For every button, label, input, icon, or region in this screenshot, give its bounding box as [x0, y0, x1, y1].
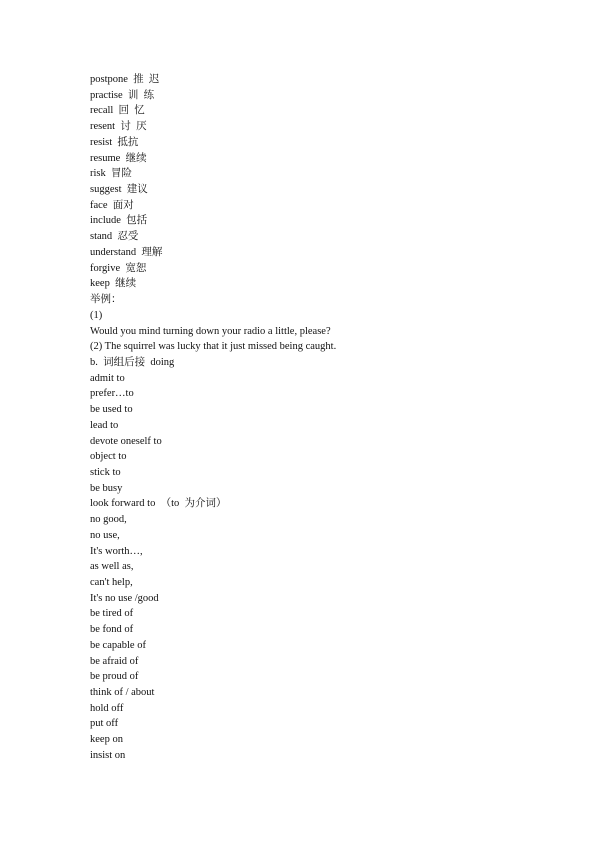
- text-line: recall 回 忆: [90, 105, 145, 117]
- text-line: stand 忍受: [90, 231, 139, 243]
- text-line: hold off: [90, 702, 124, 714]
- text-line: include 包括: [90, 215, 148, 227]
- text-line: devote oneself to: [90, 435, 162, 447]
- text-line: be fond of: [90, 624, 134, 636]
- text-line: 举例：: [90, 294, 122, 306]
- text-line: put off: [90, 718, 119, 730]
- text-line: It's worth…,: [90, 545, 143, 557]
- text-line: keep on: [90, 734, 123, 746]
- text-line: prefer…to: [90, 388, 134, 400]
- text-line: be busy: [90, 482, 123, 494]
- text-line: admit to: [90, 372, 125, 384]
- text-line: keep 继续: [90, 278, 137, 290]
- text-line: stick to: [90, 466, 121, 478]
- text-line: as well as,: [90, 561, 134, 573]
- text-line: face 面对: [90, 199, 134, 211]
- text-line: no good,: [90, 514, 127, 526]
- text-line: It's no use /good: [90, 592, 159, 604]
- text-line: lead to: [90, 419, 119, 431]
- text-line: suggest 建议: [90, 184, 148, 196]
- text-line: look forward to （to 为介词）: [90, 498, 227, 510]
- text-line: resent 讨 厌: [90, 121, 147, 133]
- text-line: postpone 推 迟: [90, 74, 160, 85]
- text-line: resist 抵抗: [90, 136, 139, 148]
- text-line: forgive 宽恕: [90, 262, 147, 274]
- text-line: be tired of: [90, 608, 134, 620]
- document-body: [90, 72, 570, 764]
- text-line: (1): [90, 309, 103, 321]
- text-line: be proud of: [90, 671, 139, 683]
- text-line: think of / about: [90, 687, 155, 699]
- text-line: risk 冒险: [90, 168, 132, 180]
- text-line: (2) The squirrel was lucky that it just missed being caught.: [90, 341, 337, 353]
- text-line: resume 继续: [90, 152, 147, 164]
- text-line: understand 理解: [90, 246, 163, 258]
- text-line: no use,: [90, 529, 120, 541]
- text-line: insist on: [90, 749, 126, 761]
- text-line: b. 词组后接 doing: [90, 356, 175, 368]
- text-line: be afraid of: [90, 655, 139, 667]
- text-line: can't help,: [90, 577, 133, 588]
- text-line: object to: [90, 451, 127, 463]
- text-line: be capable of: [90, 639, 146, 651]
- text-line: be used to: [90, 404, 133, 416]
- text-line: Would you mind turning down your radio a little, please?: [90, 325, 331, 337]
- text-line: practise 训 练: [90, 89, 155, 101]
